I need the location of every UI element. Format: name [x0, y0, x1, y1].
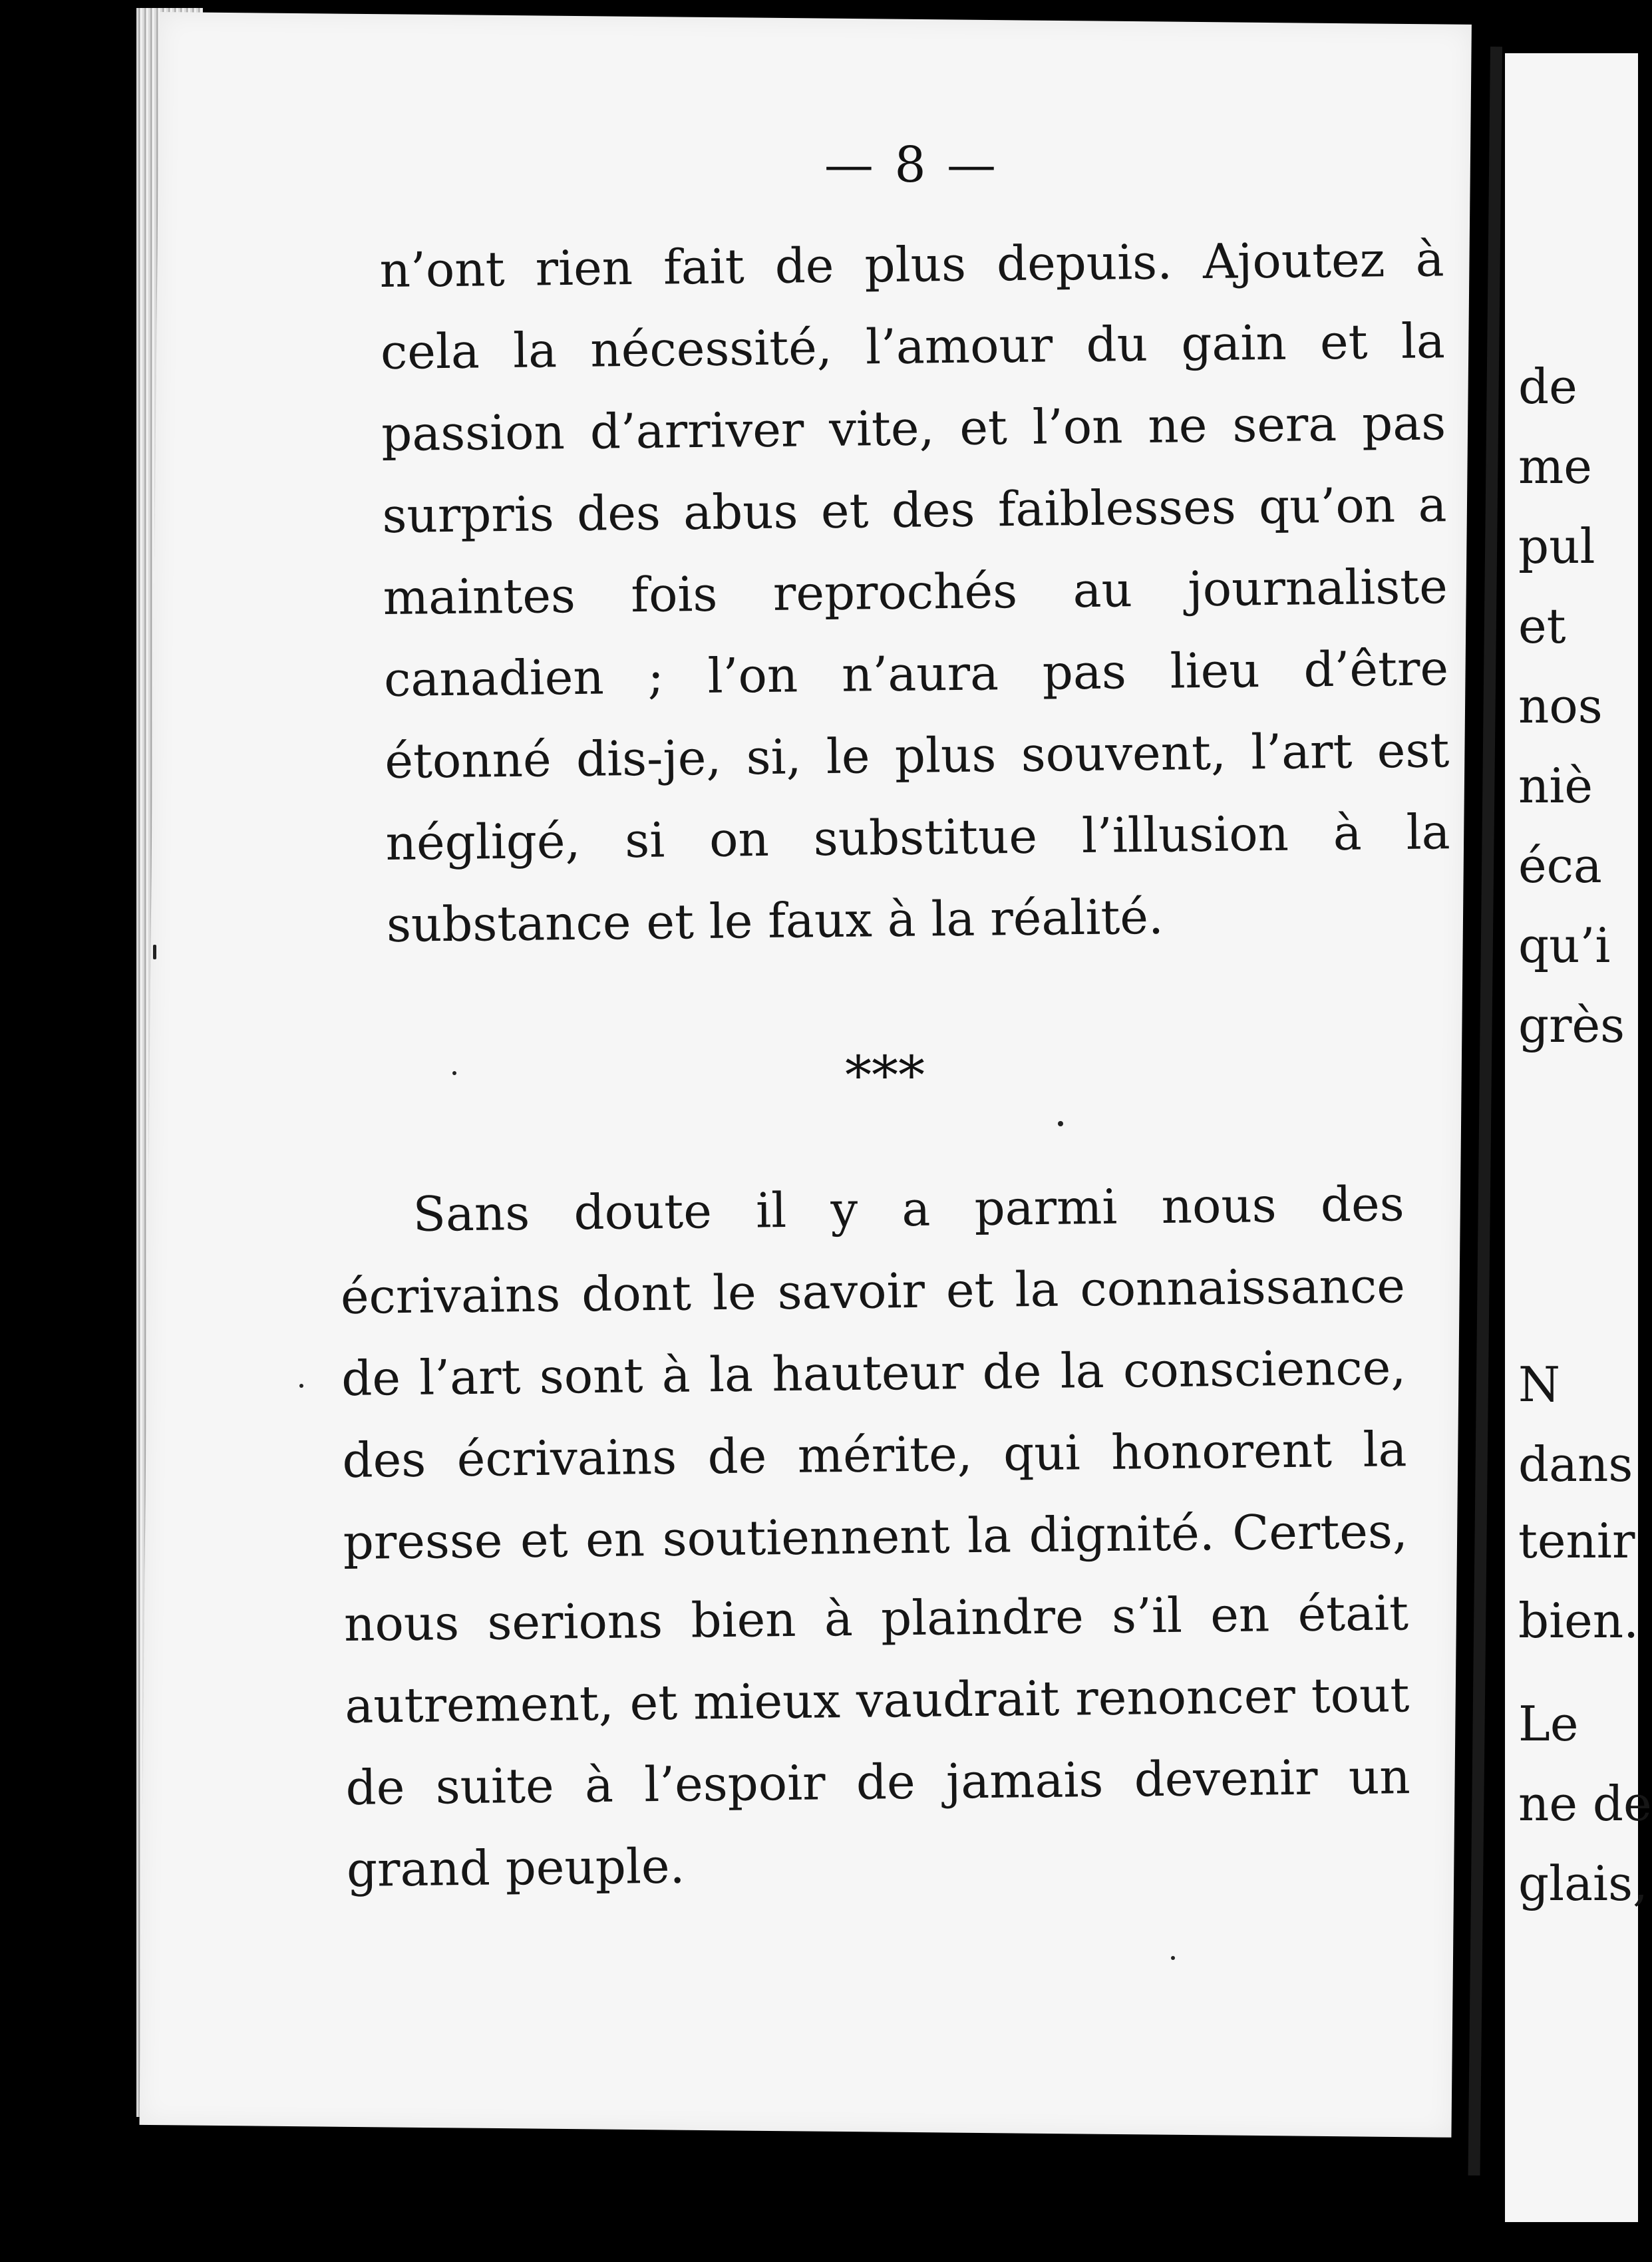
right-page	[1505, 53, 1652, 2222]
binding-gutter	[1468, 47, 1502, 2176]
right-page-line: nos	[1518, 678, 1603, 734]
ink-speck	[1058, 1121, 1063, 1126]
right-page-line: bien.	[1518, 1593, 1639, 1649]
right-page-line: dans	[1518, 1436, 1633, 1492]
right-page-line: éca	[1518, 838, 1602, 893]
ink-mark	[153, 945, 156, 959]
right-page-line: de	[1518, 359, 1577, 414]
dinkus-text: *⁣*⁣*	[845, 1045, 925, 1106]
right-page-line: grès	[1518, 997, 1625, 1053]
right-page-line: et	[1518, 598, 1566, 654]
ink-speck	[1171, 1956, 1175, 1960]
right-page-line: tenir	[1518, 1513, 1635, 1569]
right-page-line: qu’i	[1518, 917, 1611, 973]
right-page-line: N	[1518, 1357, 1560, 1412]
right-page-line: glais,	[1518, 1856, 1648, 1911]
ink-speck	[299, 1384, 303, 1388]
right-page-line: Le	[1518, 1696, 1579, 1752]
paragraph-1: n’ont rien fait de plus depuis. Ajoutez à cela la nécessité, l’amour du gain et la passion d’arriver vite, et l’on ne sera pas surpris des abus et des faiblesses qu’on a maintes fois reprochés au journaliste canadien ; l’on n’aura pas lieu d’être étonné dis-je, si, le plus souvent, l’art est négligé, si on substitue l’illusion à la substance et le faux à la réalité.	[379, 231, 1451, 953]
right-page-line: ne de	[1518, 1776, 1652, 1832]
page-number: — 8 —	[824, 136, 999, 194]
paragraph-2: Sans doute il y a parmi nous des écrivains dont le savoir et la connaissance de l’art sont à la hauteur de la conscience, des écrivains de mérite, qui honorent la presse et en soutiennent la dignité. Certes, nous serions bien à plaindre s’il en était autrement, et mieux vaudrait renoncer tout de suite à l’espoir de jamais devenir un grand peuple.	[340, 1176, 1411, 1897]
ink-speck	[452, 1071, 456, 1075]
right-page-line: pul	[1518, 518, 1595, 574]
section-break-asterisks	[825, 1045, 945, 1106]
right-page-line: niè	[1518, 758, 1593, 814]
right-page-line: me	[1518, 438, 1592, 494]
